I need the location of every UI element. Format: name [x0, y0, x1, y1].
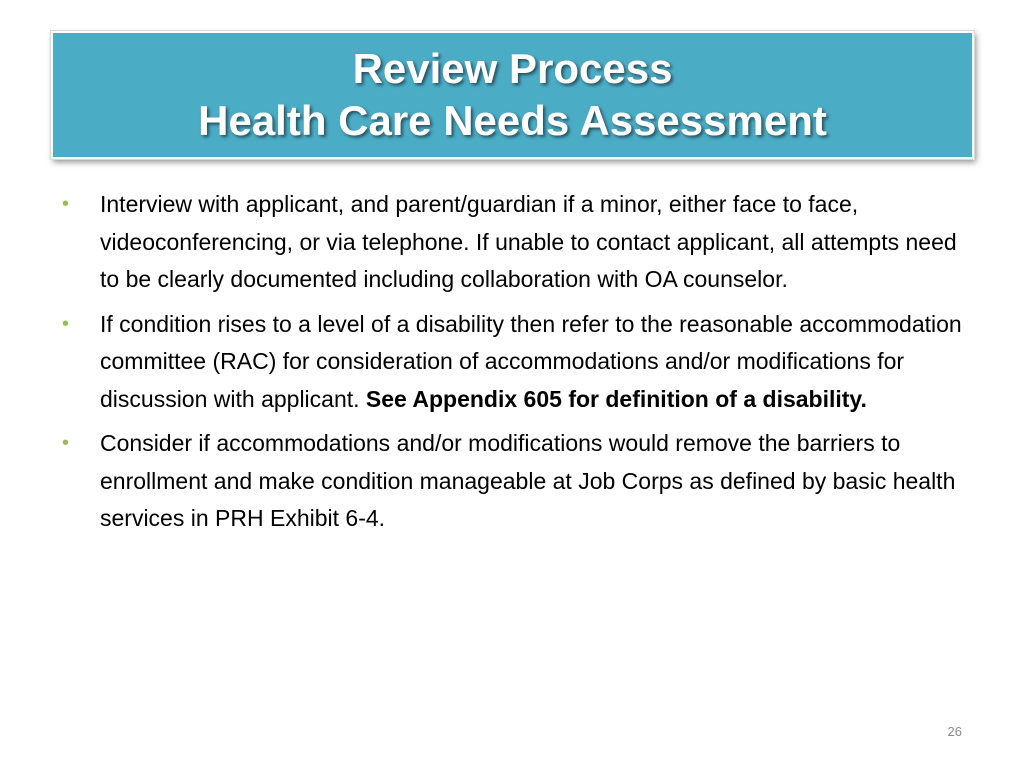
bullet-text: Interview with applicant, and parent/guardian if a minor, either face to face, videoconferencing, or via telephone. If unable to contact applicant, all attempts need to be clearly documented including collaboration with OA counselor.: [100, 191, 957, 292]
bullet-list: [62, 186, 967, 545]
bullet-icon: •: [62, 193, 70, 215]
bullet-item-1: [62, 186, 967, 299]
bullet-icon: •: [62, 312, 70, 335]
slide-title-line-1: Review Process: [352, 45, 673, 92]
bullet-bold-text: See Appendix 605 for definition of a disability.: [365, 385, 867, 412]
title-banner: [51, 31, 974, 159]
bullet-text: Consider if accommodations and/or modifications would remove the barriers to enrollment and make condition manageable at Job Corps as defined by basic health services in PRH Exhibit 6-4.: [100, 430, 956, 531]
page-number: 26: [947, 724, 962, 739]
bullet-icon: •: [62, 432, 70, 454]
bullet-item-2: [62, 306, 967, 419]
slide-title-line-2: Health Care Needs Assessment: [198, 97, 827, 144]
bullet-item-3: [62, 425, 967, 538]
bullet-text: If condition rises to a level of a disability then refer to the reasonable accommodation committee (RAC) for consideration of accommodations and/or modifications for discussion with applicant.: [100, 310, 962, 412]
